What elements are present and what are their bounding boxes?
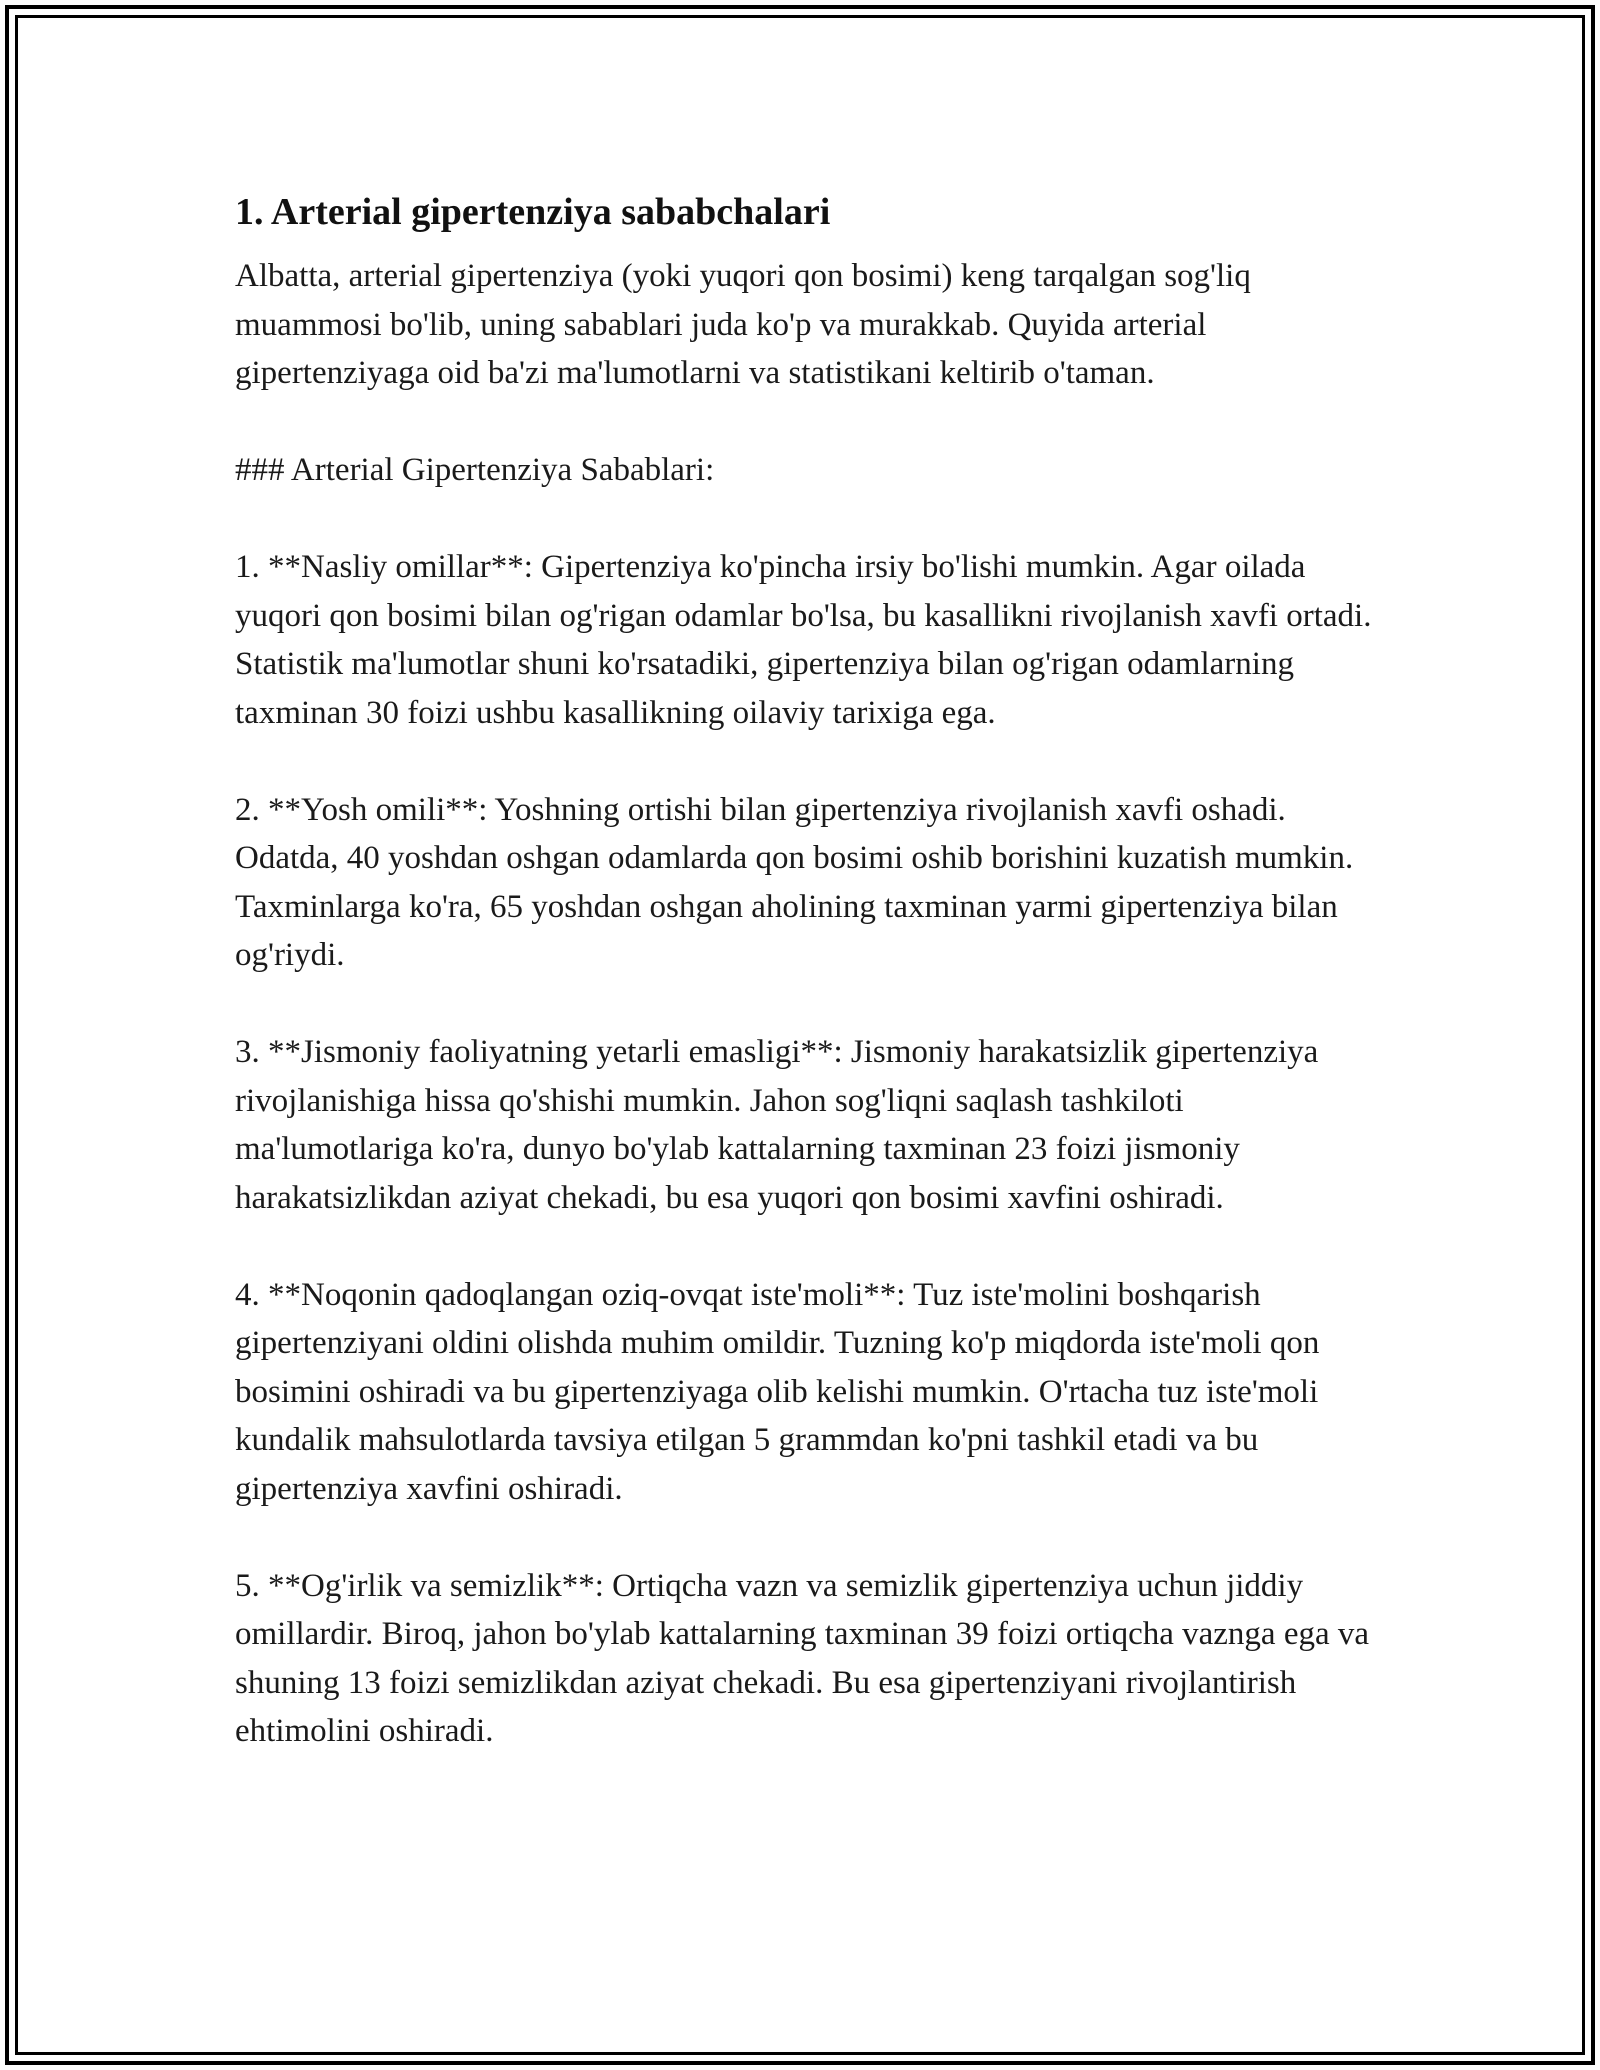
list-item-age: 2. **Yosh omili**: Yoshning ortishi bilan gipertenziya rivojlanish xavfi oshadi. Odatda, 40 yoshdan oshgan odamlarda qon bosimi oshib borishini kuzatish mumkin. Taxminlarga ko'ra, 65 yoshdan oshgan aholining taxminan yarmi gipertenziya bilan og'riydi. (235, 791, 1354, 973)
list-item-physical-activity: 3. **Jismoniy faoliyatning yetarli emasligi**: Jismoniy harakatsizlik gipertenziya rivojlanishiga hissa qo'shishi mumkin. Jahon sog'liqni saqlash tashkiloti ma'lumotlariga ko'ra, dunyo bo'ylab kattalarning taxminan 23 foizi jismoniy harakatsizlikdan aziyat chekadi, bu esa yuqori qon bosimi xavfini oshiradi. (235, 1034, 1319, 1216)
document-body (235, 186, 1380, 1756)
list-item-heredity: 1. **Nasliy omillar**: Gipertenziya ko'pincha irsiy bo'lishi mumkin. Agar oilada yuqori qon bosimi bilan og'rigan odamlar bo'lsa, bu kasallikni rivojlanish xavfi ortadi. Statistik ma'lumotlar shuni ko'rsatadiki, gipertenziya bilan og'rigan odamlarning taxminan 30 foizi ushbu kasallikning oilaviy tarixiga ega. (235, 549, 1372, 731)
list-item-salt-intake: 4. **Noqonin qadoqlangan oziq-ovqat iste'moli**: Tuz iste'molini boshqarish gipertenziyani oldini olishda muhim omildir. Tuzning ko'p miqdorda iste'moli qon bosimini oshiradi va bu gipertenziyaga olib kelishi mumkin. O'rtacha tuz iste'moli kundalik mahsulotlarda tavsiya etilgan 5 grammdan ko'pni tashkil etadi va bu gipertenziya xavfini oshiradi. (235, 1276, 1320, 1507)
intro-paragraph: Albatta, arterial gipertenziya (yoki yuqori qon bosimi) keng tarqalgan sog'liq muammosi bo'lib, uning sabablari juda ko'p va murakkab. Quyida arterial gipertenziyaga oid ba'zi ma'lumotlarni va statistikani keltirib o'taman. (235, 258, 1251, 391)
document-title: 1. Arterial gipertenziya sababchalari (235, 191, 831, 233)
section-heading: ### Arterial Gipertenziya Sabablari: (235, 452, 715, 488)
list-item-weight-obesity: 5. **Og'irlik va semizlik**: Ortiqcha vazn va semizlik gipertenziya uchun jiddiy omillardir. Biroq, jahon bo'ylab kattalarning taxminan 39 foizi ortiqcha vaznga ega va shuning 13 foizi semizlikdan aziyat chekadi. Bu esa gipertenziyani rivojlantirish ehtimolini oshiradi. (235, 1567, 1370, 1749)
